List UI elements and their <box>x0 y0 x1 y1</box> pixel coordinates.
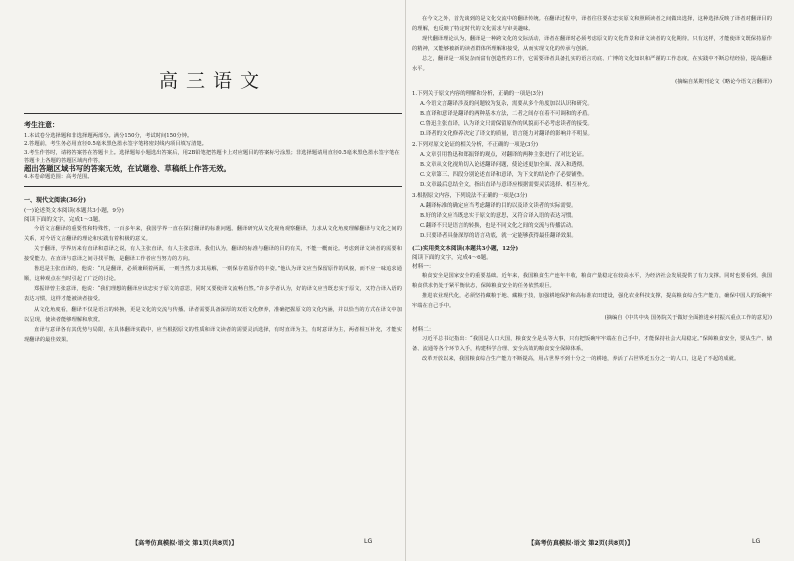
paragraph: 总之，翻译是一项复杂而富有创造性的工作，它需要译者具备扎实的语言功底、广博的文化知识和严谨的工作态度，在实践中不断总结经验，提高翻译水平。 <box>412 56 772 73</box>
material-label: 材料一： <box>412 263 435 270</box>
notice-item: 3.考生作答时，请将答案答在答题卡上。选择题每小题选出答案后，用2B铅笔把答题卡上对应题目的答案标号涂黑；非选择题请用直径0.5毫米黑色墨水签字笔在答题卡上各题的答题区域内作答， <box>24 149 400 164</box>
paragraph: 直译与意译各有其优势与局限，在具体翻译实践中，应当根据原文的性质和译文读者的需要灵活选择，有时直译为主，有时意译为主，两者相互补充，才能实现翻译的最佳效果。 <box>24 326 402 343</box>
notice-heading: 考生注意： <box>24 120 59 129</box>
footer-code: LG <box>752 538 761 545</box>
paragraph: 鲁迅是主张直译的，他说：“凡是翻译，必须兼顾着两面，一则当然力求其易解，一则保存着原作的丰姿。”他认为译文应当保留原作的风貌，而不应一味追求通顺，这种观点在当时引起了广泛的讨论。 <box>24 266 402 283</box>
instruction: 阅读下面的文字，完成1～3题。 <box>24 216 104 223</box>
option-c: C.文章第三、四段分别论述直译和意译，为下文的结论作了必要铺垫。 <box>420 172 588 179</box>
question-3 <box>412 191 772 242</box>
material-1 <box>412 271 772 311</box>
title-rule <box>24 113 402 114</box>
page-divider <box>405 0 406 561</box>
notice-item: 4.本卷命题范围：高考范围。 <box>24 174 93 181</box>
page-2 <box>412 14 772 534</box>
question-2 <box>412 140 772 191</box>
paragraph: 习近平总书记指出：“我国是人口大国，粮食安全是头等大事，只有把饭碗牢牢端在自己手中，才能保持社会大局稳定。”保障粮食安全，要从生产、储备、流通等各个环节入手，构建科学合理、安全高效的粮食安全保障体系。 <box>412 335 772 353</box>
notice-list <box>24 132 402 182</box>
question-stem: 3.根据原文内容，下列说法不正确的一项是(3分) <box>412 192 528 199</box>
paragraph: 改革开放以来，我国粮食综合生产能力不断提高，用占世界不到十分之一的耕地，养活了占世界近五分之一的人口，这是了不起的成就。 <box>422 356 740 363</box>
option-c: C.翻译不只是语言的转换，也是不同文化之间的交流与传播活动。 <box>420 223 577 230</box>
footer-text: 【高考仿真模拟·语文 第2页(共8页)】 <box>528 540 634 547</box>
instruction: 阅读下面的文字，完成4～6题。 <box>412 254 492 261</box>
paragraph: 粮食安全是国家安全的重要基础。近年来，我国粮食生产连年丰收，粮食产量稳定在较高水平，为经济社会发展提供了有力支撑。同时也要看到，我国粮食供求仍处于紧平衡状态，保障粮食安全的任务依然艰巨。 <box>412 272 772 289</box>
option-b: B.文章从文化视角切入论述翻译问题，使论述更加全面、深入和透彻。 <box>420 161 588 168</box>
option-a: A.翻译标准的确定应当考虑翻译的目的以及译文读者的实际需要。 <box>420 202 577 209</box>
paragraph: 现代翻译理论认为，翻译是一种跨文化的交际活动，译者在翻译时必须考虑原文的文化背景和译文读者的文化期待。只有这样，才能使译文既保持原作的精神，又能够被新的读者群体所理解和接受，从而实现文化的传承与创新。 <box>412 36 772 53</box>
paragraph: 从文化角度看，翻译不仅是语言的转换，更是文化的交流与传播。译者需要具备深厚的双语文化修养，准确把握原文的文化内涵，并以恰当的方式在译文中加以呈现，使读者能够理解和欣赏。 <box>24 306 402 323</box>
question-stem: 2.下列对原文论证的相关分析，不正确的一项是(3分) <box>412 141 538 148</box>
footer-text: 【高考仿真模拟·语文 第1页(共8页)】 <box>132 540 238 547</box>
question-1 <box>412 89 772 140</box>
passage <box>24 224 402 345</box>
page-title: 高三语文 <box>158 70 267 92</box>
notice-item-highlight: 超出答题区域书写的答案无效，在试题卷、草稿纸上作答无效。 <box>24 164 231 174</box>
paragraph: 推进农业现代化，必须坚持藏粮于地、藏粮于技，加强耕地保护和高标准农田建设，强化农业科技支撑，提高粮食综合生产能力，确保中国人的饭碗牢牢端在自己手中。 <box>412 292 772 309</box>
material-label: 材料二： <box>412 326 435 333</box>
notice-rule <box>24 186 402 187</box>
option-a: A.文章引用鲁迅和郑振铎的观点，对翻译的两种主张进行了对比论证。 <box>420 151 588 158</box>
option-b: B.直译和意译是翻译的两种基本方法，二者之间存在着不可调和的矛盾。 <box>420 110 593 117</box>
option-b: B.好的译文应当既忠实于原文的意思，又符合译入语的表达习惯。 <box>420 213 577 219</box>
paragraph: 今语文言翻译的重要性和特殊性，一百多年来，我国学界一直在探讨翻译的标准问题。翻译研究从文化视角观察翻译，力求从文化角度理解翻译与文化之间的关系，对今语文言翻译的理论和实践有着积极的意义。 <box>24 225 402 242</box>
footer-code: LG <box>364 538 373 545</box>
page-1-footer <box>132 538 373 547</box>
material-source: (摘编自《中共中央 国务院关于做好全面推进乡村振兴重点工作的意见》) <box>604 314 772 321</box>
paragraph: 郑振铎曾主张意译，他说：“我们理想的翻译应该忠实于原文的意思，同时又要使译文流畅自然。”许多学者认为，好的译文应当既忠实于原文，又符合译入语的表达习惯，这样才能被读者接受。 <box>24 286 402 303</box>
question-stem: 1.下列关于原文内容的理解和分析，正确的一项是(3分) <box>412 90 544 97</box>
notice-item: 2.答题前，考生务必用直径0.5毫米黑色墨水签字笔将密封线内项目填写清楚。 <box>24 141 207 148</box>
page-2-footer <box>528 538 761 547</box>
option-a: A.今语文言翻译涉及的问题较为复杂，需要从多个角度加以认识和研究。 <box>420 100 593 107</box>
paragraph: 关于翻译，学界历来有直译和意译之说，有人主张直译，有人主张意译。我们认为，翻译的标准与翻译的目的有关，不能一概而论。考虑到译文读者的需要和接受能力，在直译与意译之间寻找平衡，是翻译工作者应当努力的方向。 <box>24 245 402 263</box>
option-d: D.文章最后总结全文，指出直译与意译应根据需要灵活选择、相互补充。 <box>420 182 593 189</box>
material-2 <box>412 334 772 364</box>
passage-continued <box>412 14 772 75</box>
section-heading: 一、现代文阅读(36分) <box>24 196 87 204</box>
passage-source: (摘编自某期刊论文《略论今语文言翻译》) <box>675 78 772 85</box>
page-1 <box>24 14 402 534</box>
notice-item: 1.本试卷分选择题和非选择题两部分。满分150分，考试时间150分钟。 <box>24 133 193 139</box>
option-d: D.译者的文化修养决定了译文的质量，语言能力对翻译的影响并不明显。 <box>420 131 593 138</box>
option-d: D.只要译者具备深厚的语言功底，就一定能够获得最佳翻译效果。 <box>420 233 577 240</box>
subsection-heading: (一)论述类文本阅读(本题共3小题，9分) <box>24 207 124 214</box>
paragraph: 在今文之外，首先谈到的是文化交流中的翻译传统。在翻译过程中，译者往往要在忠实原文和照顾读者之间做出选择，这种选择反映了译者对翻译目的的理解，也反映了特定时代的文化需求与审美趣味。 <box>412 16 772 33</box>
subsection-heading: (二)实用类文本阅读(本题共3小题，12分) <box>412 245 519 252</box>
option-c: C.鲁迅主张直译，认为译文只需保留原作的风貌而不必考虑读者的接受。 <box>420 121 593 128</box>
